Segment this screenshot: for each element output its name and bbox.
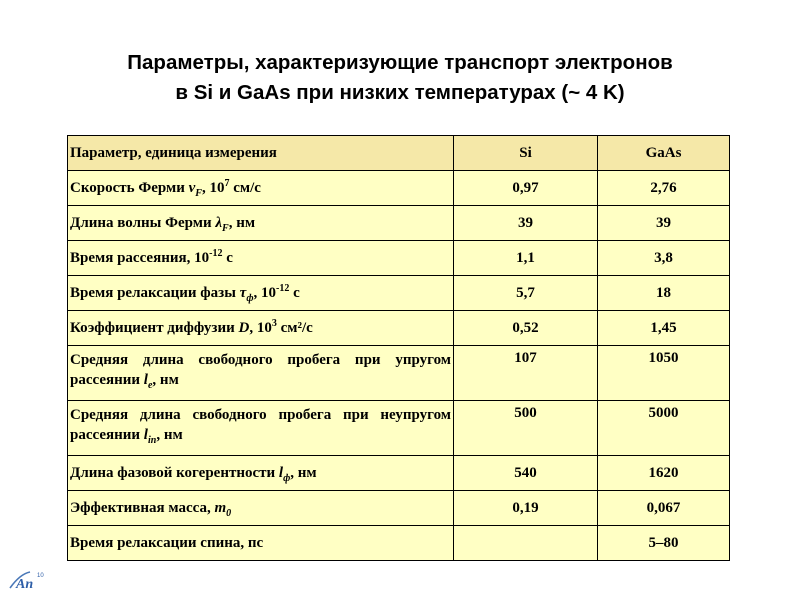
header-si: Si xyxy=(454,136,598,171)
parameter-cell: Время рассеяния, $10^{-12}$ с xyxy=(68,241,454,276)
si-value: 540 xyxy=(454,456,598,491)
parameter-cell: Средняя длина свободного пробега при неупругом рассеянии $l_{in}$, нм xyxy=(68,401,454,456)
parameters-table xyxy=(67,135,730,561)
table-row xyxy=(68,401,730,456)
gaas-value: 0,067 xyxy=(598,491,730,526)
gaas-value: 39 xyxy=(598,206,730,241)
table-header-row xyxy=(68,136,730,171)
logo-superscript: 10 xyxy=(37,573,44,579)
parameter-cell: Коэффициент диффузии D, $10^3$ см²/с xyxy=(68,311,454,346)
parameter-cell: Длина волны Ферми $\lambda_F$, нм xyxy=(68,206,454,241)
parameter-cell: Длина фазовой когерентности $l_ф$, нм xyxy=(68,456,454,491)
si-value: 39 xyxy=(454,206,598,241)
si-value: 0,52 xyxy=(454,311,598,346)
si-value: 107 xyxy=(454,346,598,401)
logo-text: An xyxy=(16,577,34,592)
gaas-value: 5000 xyxy=(598,401,730,456)
table-row xyxy=(68,276,730,311)
gaas-value: 1620 xyxy=(598,456,730,491)
si-value: 500 xyxy=(454,401,598,456)
table-row xyxy=(68,241,730,276)
gaas-value: 1050 xyxy=(598,346,730,401)
table-row xyxy=(68,491,730,526)
header-parameter: Параметр, единица измерения xyxy=(68,136,454,171)
si-value xyxy=(454,526,598,561)
parameter-cell: Средняя длина свободного пробега при упругом рассеянии $l_e$, нм xyxy=(68,346,454,401)
gaas-value: 18 xyxy=(598,276,730,311)
table-row xyxy=(68,206,730,241)
table-row xyxy=(68,311,730,346)
table-row xyxy=(68,456,730,491)
gaas-value: 2,76 xyxy=(598,171,730,206)
gaas-value: 3,8 xyxy=(598,241,730,276)
parameter-cell: Эффективная масса, $m_0$ xyxy=(68,491,454,526)
si-value: 1,1 xyxy=(454,241,598,276)
table-row xyxy=(68,526,730,561)
title-line-2: в Si и GaAs при низких температурах (~ 4 K) xyxy=(175,81,625,104)
header-gaas: GaAs xyxy=(598,136,730,171)
si-value: 5,7 xyxy=(454,276,598,311)
gaas-value: 5–80 xyxy=(598,526,730,561)
institute-logo xyxy=(8,568,48,592)
parameter-cell: Скорость Ферми $v_F$, $10^7$ см/с xyxy=(68,171,454,206)
title-line-1: Параметры, характеризующие транспорт электронов xyxy=(127,51,673,74)
si-value: 0,19 xyxy=(454,491,598,526)
table-row xyxy=(68,346,730,401)
parameter-cell: Время релаксации спина, пс xyxy=(68,526,454,561)
gaas-value: 1,45 xyxy=(598,311,730,346)
table-row xyxy=(68,171,730,206)
si-value: 0,97 xyxy=(454,171,598,206)
slide-title xyxy=(0,48,800,108)
parameter-cell: Время релаксации фазы $\tau_ф$, $10^{-12}$ с xyxy=(68,276,454,311)
